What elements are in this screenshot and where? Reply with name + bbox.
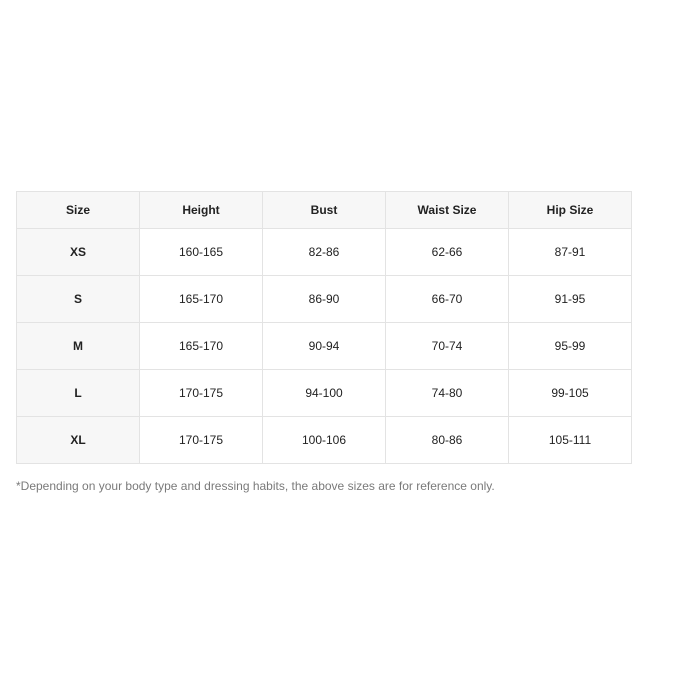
- table-row: [17, 417, 632, 464]
- bust-cell: 82-86: [263, 229, 386, 276]
- table-row: [17, 323, 632, 370]
- size-cell: M: [17, 323, 140, 370]
- height-cell: 170-175: [140, 417, 263, 464]
- header-hip-size: Hip Size: [509, 192, 632, 229]
- header-bust: Bust: [263, 192, 386, 229]
- bust-cell: 100-106: [263, 417, 386, 464]
- table-row: [17, 276, 632, 323]
- hip-cell: 95-99: [509, 323, 632, 370]
- size-chart-table: [16, 191, 632, 464]
- hip-cell: 91-95: [509, 276, 632, 323]
- size-cell: XS: [17, 229, 140, 276]
- header-row: [17, 192, 632, 229]
- table-row: [17, 370, 632, 417]
- waist-cell: 62-66: [386, 229, 509, 276]
- waist-cell: 80-86: [386, 417, 509, 464]
- header-waist-size: Waist Size: [386, 192, 509, 229]
- waist-cell: 74-80: [386, 370, 509, 417]
- height-cell: 160-165: [140, 229, 263, 276]
- bust-cell: 90-94: [263, 323, 386, 370]
- size-cell: L: [17, 370, 140, 417]
- header-size: Size: [17, 192, 140, 229]
- waist-cell: 66-70: [386, 276, 509, 323]
- height-cell: 165-170: [140, 323, 263, 370]
- hip-cell: 105-111: [509, 417, 632, 464]
- table-row: [17, 229, 632, 276]
- height-cell: 165-170: [140, 276, 263, 323]
- hip-cell: 87-91: [509, 229, 632, 276]
- size-cell: S: [17, 276, 140, 323]
- header-height: Height: [140, 192, 263, 229]
- size-chart-body: [17, 229, 632, 464]
- bust-cell: 86-90: [263, 276, 386, 323]
- bust-cell: 94-100: [263, 370, 386, 417]
- reference-footnote: *Depending on your body type and dressing habits, the above sizes are for reference only.: [16, 479, 495, 493]
- size-chart-header: [17, 192, 632, 229]
- height-cell: 170-175: [140, 370, 263, 417]
- size-cell: XL: [17, 417, 140, 464]
- waist-cell: 70-74: [386, 323, 509, 370]
- hip-cell: 99-105: [509, 370, 632, 417]
